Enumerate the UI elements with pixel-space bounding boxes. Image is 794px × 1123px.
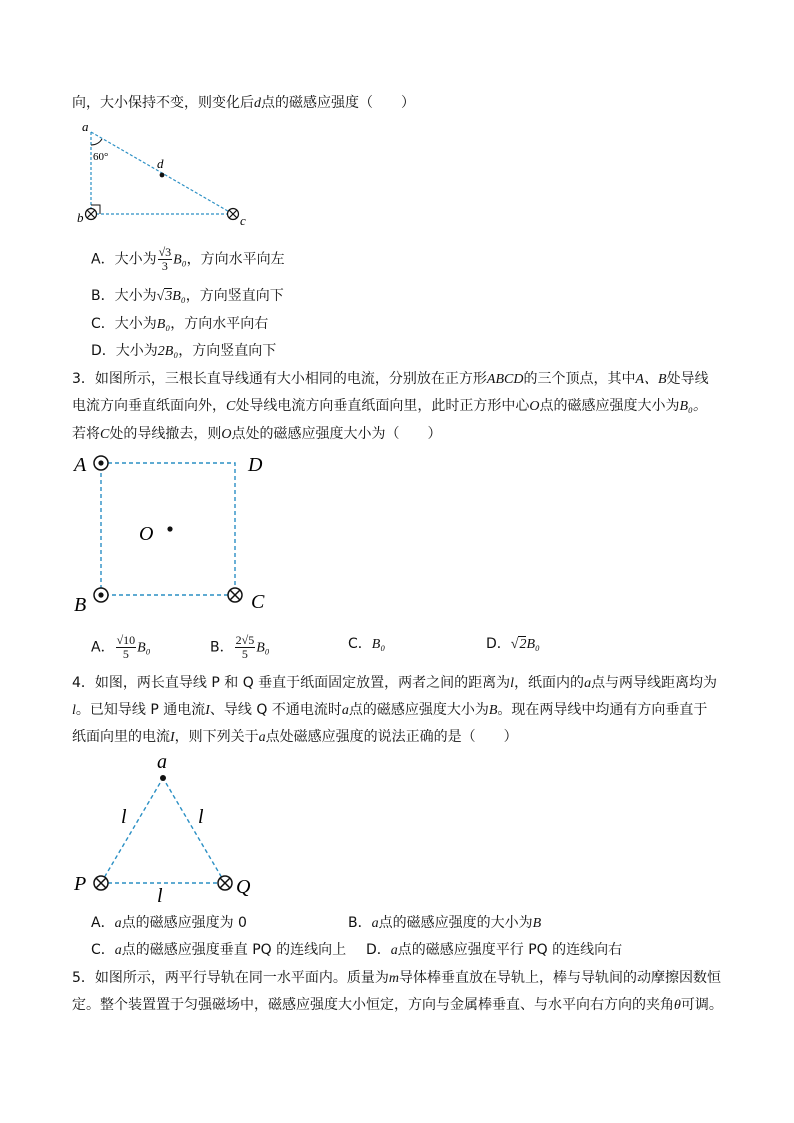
q3-label-b: B bbox=[74, 594, 87, 616]
q4-label-a: a bbox=[157, 751, 167, 773]
q4-stem-line2: l。已知导线 P 通电流I、导线 Q 不通电流时a点的磁感应强度大小为B。现在两导线中均通有方向垂直于 bbox=[72, 702, 708, 718]
q5-stem-line2: 定。整个装置置于匀强磁场中，磁感应强度大小恒定，方向与金属棒垂直、与水平向右方向的夹角θ可调。 bbox=[72, 997, 723, 1013]
q4-current-into-p bbox=[94, 876, 108, 890]
q3-option-c: C．B₀ bbox=[348, 636, 386, 652]
q4-option-d: D．a点的磁感应强度平行 PQ 的连线向右 bbox=[366, 942, 623, 958]
q5-stem-line1: 5．如图所示，两平行导轨在同一水平面内。质量为m导体棒垂直放在导轨上，棒与导轨间的动摩擦因数恒 bbox=[72, 970, 722, 986]
q4-side-pa bbox=[101, 778, 163, 883]
q3-option-a: A． $\frac{√10}{5}$ B₀ bbox=[91, 633, 151, 661]
q3-stem-line2: 电流方向垂直纸面向外，C处导线电流方向垂直纸面向里，此时正方形中心O点的磁感应强度大小为B₀。 bbox=[72, 398, 707, 414]
q3-stem-line3: 若将C处的导线撤去，则O点处的磁感应强度大小为（ ） bbox=[72, 426, 442, 442]
q2-option-c: C．大小为B₀，方向水平向右 bbox=[91, 316, 269, 332]
q4-option-b: B．a点的磁感应强度的大小为B bbox=[348, 915, 542, 931]
q4-label-l-right: l bbox=[198, 806, 204, 828]
q4-option-a: A．a点的磁感应强度为 0 bbox=[91, 915, 247, 931]
q2-option-d: D．大小为2B₀，方向竖直向下 bbox=[91, 343, 277, 359]
q4-point-a bbox=[160, 775, 166, 781]
q4-option-c: C．a点的磁感应强度垂直 PQ 的连线向上 bbox=[91, 942, 347, 958]
q2-stem: 向，大小保持不变，则变化后d点的磁感应强度（ ） bbox=[72, 95, 415, 111]
q4-label-q: Q bbox=[236, 876, 251, 898]
q4-current-into-q bbox=[218, 876, 232, 890]
q2-option-b: B．大小为√3B₀，方向竖直向下 bbox=[91, 288, 284, 304]
q3-option-d: D．√2B₀ bbox=[486, 636, 540, 652]
q4-label-l-left: l bbox=[121, 806, 127, 828]
q2-label-d: d bbox=[157, 156, 164, 171]
q2-label-c: c bbox=[240, 213, 246, 228]
q3-label-a: A bbox=[74, 454, 87, 476]
q3-label-c: C bbox=[251, 591, 265, 613]
q2-label-angle: 60° bbox=[93, 151, 109, 163]
q3-stem-line1: 3．如图所示，三根长直导线通有大小相同的电流，分别放在正方形ABCD的三个顶点，其中A、B处导线 bbox=[72, 371, 709, 387]
q4-label-p: P bbox=[74, 873, 87, 895]
q3-label-o: O bbox=[139, 523, 154, 545]
q3-option-b: B． $\frac{2√5}{5}$ B₀ bbox=[210, 633, 270, 661]
q3-label-d: D bbox=[248, 454, 263, 476]
q4-label-l-bottom: l bbox=[157, 885, 163, 907]
q2-label-b: b bbox=[77, 210, 84, 225]
q2-option-a: A．大小为 $\frac{√3}{3}$ B₀，方向水平向左 bbox=[91, 245, 285, 273]
q4-stem-line1: 4．如图，两长直导线 P 和 Q 垂直于纸面固定放置，两者之间的距离为l，纸面内的a点与两导线距离均为 bbox=[72, 675, 718, 691]
q4-stem-line3: 纸面向里的电流I，则下列关于a点处磁感应强度的说法正确的是（ ） bbox=[72, 729, 518, 745]
q4-side-qa bbox=[163, 778, 225, 883]
q2-label-a: a bbox=[82, 119, 89, 134]
